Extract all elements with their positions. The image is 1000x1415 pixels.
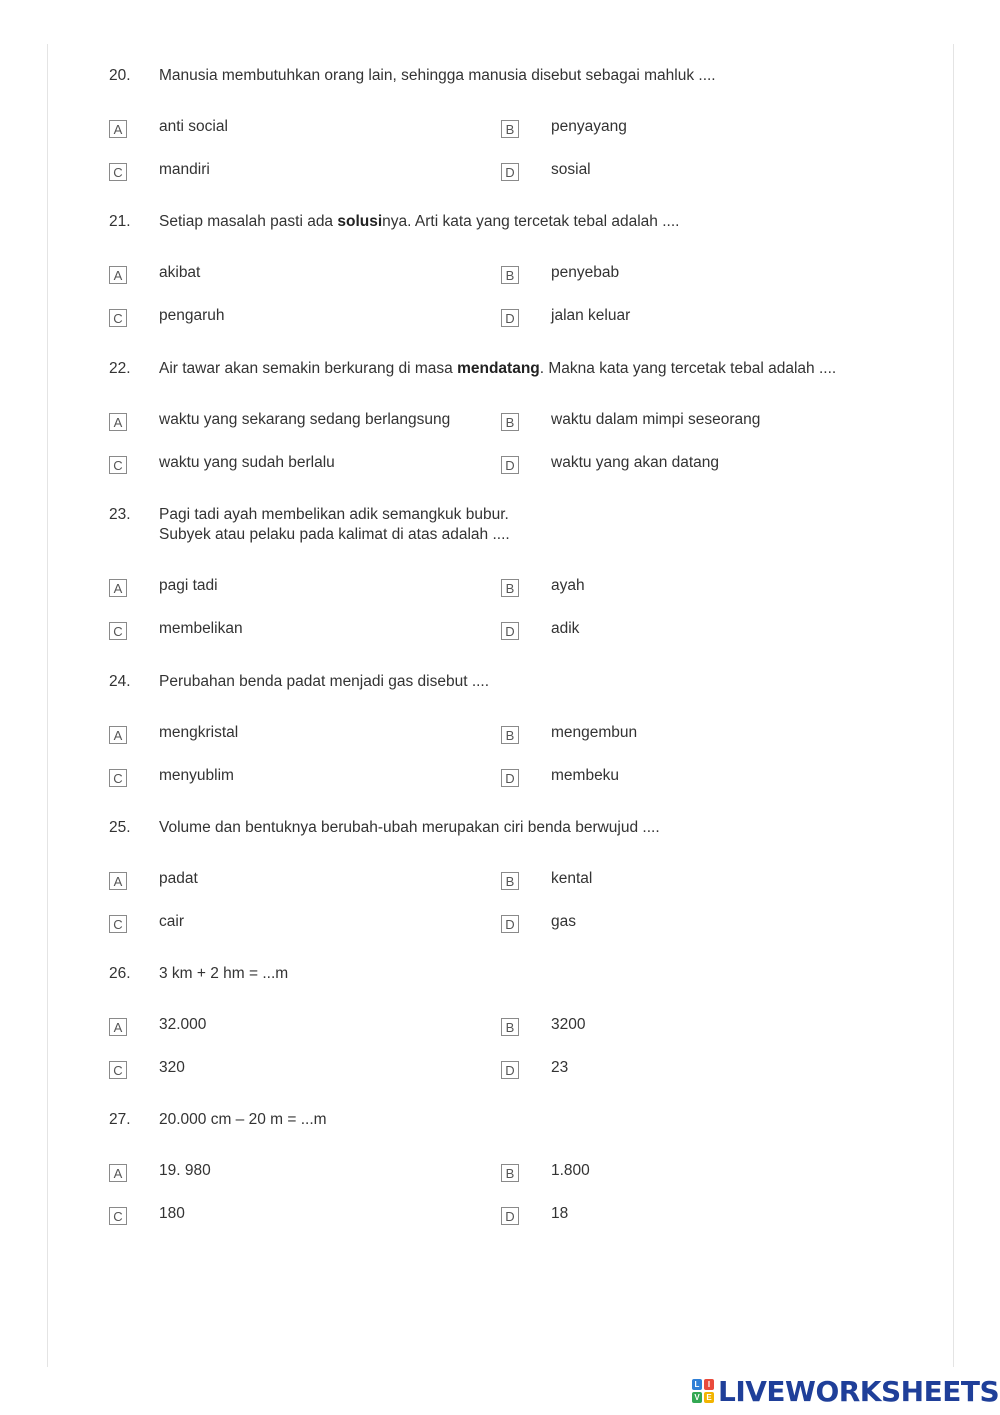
option-letter-box[interactable]: D xyxy=(501,1207,519,1225)
question-number: 27. xyxy=(109,1111,131,1128)
option-text: 32.000 xyxy=(159,1016,207,1033)
option-text: 320 xyxy=(159,1059,185,1076)
option-text: waktu yang sudah berlalu xyxy=(159,454,335,471)
option-letter-box[interactable]: C xyxy=(109,915,127,933)
question-stem xyxy=(109,1110,909,1130)
question-24 xyxy=(109,672,909,692)
question-text xyxy=(159,505,909,545)
option-d[interactable] xyxy=(501,306,631,326)
option-text: penyebab xyxy=(551,264,620,281)
option-b[interactable] xyxy=(501,1015,586,1035)
logo-mark-tile: V xyxy=(692,1392,702,1403)
option-letter-box[interactable]: B xyxy=(501,1018,519,1036)
option-letter-box[interactable]: A xyxy=(109,726,127,744)
option-text: membelikan xyxy=(159,620,243,637)
option-a[interactable] xyxy=(109,410,451,430)
option-text: anti social xyxy=(159,118,228,135)
question-text xyxy=(159,359,909,379)
option-a[interactable] xyxy=(109,869,198,889)
question-text xyxy=(159,212,909,232)
option-text: sosial xyxy=(551,161,591,178)
bold-keyword: mendatang xyxy=(457,360,540,377)
option-text: mandiri xyxy=(159,161,210,178)
question-number: 25. xyxy=(109,819,131,836)
option-letter-box[interactable]: B xyxy=(501,266,519,284)
option-letter-box[interactable]: B xyxy=(501,872,519,890)
liveworksheets-logo xyxy=(692,1376,999,1406)
question-text-part: nya. Arti kata yang tercetak tebal adalah .... xyxy=(382,213,680,230)
option-letter-box[interactable]: D xyxy=(501,456,519,474)
option-c[interactable] xyxy=(109,306,225,326)
option-d[interactable] xyxy=(501,160,591,180)
option-letter-box[interactable]: A xyxy=(109,1018,127,1036)
option-letter-box[interactable]: B xyxy=(501,120,519,138)
option-letter-box[interactable]: B xyxy=(501,726,519,744)
option-text: waktu yang akan datang xyxy=(551,454,720,471)
option-text: 23 xyxy=(551,1059,569,1076)
option-text: adik xyxy=(551,620,580,637)
question-text-part: Perubahan benda padat menjadi gas disebut .... xyxy=(159,673,490,690)
option-text: mengembun xyxy=(551,724,638,741)
option-letter-box[interactable]: A xyxy=(109,579,127,597)
question-stem xyxy=(109,505,909,545)
question-stem xyxy=(109,818,909,838)
option-b[interactable] xyxy=(501,117,627,137)
option-text: pengaruh xyxy=(159,307,225,324)
question-number: 22. xyxy=(109,360,131,377)
question-21 xyxy=(109,212,909,232)
logo-wordmark: LIVEWORKSHEETS xyxy=(718,1374,1000,1408)
question-text-part: Setiap masalah pasti ada xyxy=(159,213,338,230)
option-d[interactable] xyxy=(501,912,576,932)
option-text: menyublim xyxy=(159,767,234,784)
option-letter-box[interactable]: A xyxy=(109,266,127,284)
question-23 xyxy=(109,505,909,545)
option-letter-box[interactable]: B xyxy=(501,1164,519,1182)
question-stem xyxy=(109,212,909,232)
question-text-part: 20.000 cm – 20 m = ...m xyxy=(159,1111,327,1128)
option-d[interactable] xyxy=(501,1204,569,1224)
option-letter-box[interactable]: A xyxy=(109,872,127,890)
question-text xyxy=(159,964,909,984)
option-c[interactable] xyxy=(109,1058,185,1078)
question-stem xyxy=(109,66,909,86)
option-letter-box[interactable]: A xyxy=(109,1164,127,1182)
question-25 xyxy=(109,818,909,838)
option-letter-box[interactable]: A xyxy=(109,120,127,138)
option-c[interactable] xyxy=(109,160,210,180)
option-a[interactable] xyxy=(109,723,239,743)
option-text: cair xyxy=(159,913,184,930)
option-text: waktu yang sekarang sedang berlangsung xyxy=(159,411,451,428)
question-stem xyxy=(109,672,909,692)
question-text xyxy=(159,818,909,838)
option-text: mengkristal xyxy=(159,724,239,741)
option-d[interactable] xyxy=(501,766,620,786)
question-text-part: Manusia membutuhkan orang lain, sehingga manusia disebut sebagai mahluk .... xyxy=(159,67,716,84)
option-letter-box[interactable]: C xyxy=(109,769,127,787)
question-text-part: . Makna kata yang tercetak tebal adalah .... xyxy=(539,360,837,377)
option-text: padat xyxy=(159,870,198,887)
question-text-part: Subyek atau pelaku pada kalimat di atas adalah .... xyxy=(159,526,510,543)
option-letter-box[interactable]: C xyxy=(109,1207,127,1225)
option-letter-box[interactable]: C xyxy=(109,622,127,640)
option-text: 1.800 xyxy=(551,1162,590,1179)
question-stem xyxy=(109,359,909,379)
option-a[interactable] xyxy=(109,1015,207,1035)
question-number: 26. xyxy=(109,965,131,982)
question-text-part: Volume dan bentuknya berubah-ubah merupakan ciri benda berwujud .... xyxy=(159,819,660,836)
liveworksheets-logo-icon xyxy=(692,1379,714,1403)
option-b[interactable] xyxy=(501,263,620,283)
question-number: 21. xyxy=(109,213,131,230)
option-text: kental xyxy=(551,870,593,887)
option-a[interactable] xyxy=(109,1161,211,1181)
question-text xyxy=(159,66,909,86)
option-letter-box[interactable]: D xyxy=(501,309,519,327)
option-b[interactable] xyxy=(501,410,761,430)
option-a[interactable] xyxy=(109,576,218,596)
option-letter-box[interactable]: D xyxy=(501,1061,519,1079)
question-stem xyxy=(109,964,909,984)
question-22 xyxy=(109,359,909,379)
option-text: gas xyxy=(551,913,576,930)
question-text xyxy=(159,1110,909,1130)
option-c[interactable] xyxy=(109,766,234,786)
option-d[interactable] xyxy=(501,1058,569,1078)
option-text: akibat xyxy=(159,264,201,281)
option-text: 19. 980 xyxy=(159,1162,211,1179)
option-text: membeku xyxy=(551,767,620,784)
question-text-part: 3 km + 2 hm = ...m xyxy=(159,965,289,982)
question-text xyxy=(159,672,909,692)
option-d[interactable] xyxy=(501,619,580,639)
logo-mark-tile: I xyxy=(704,1379,714,1390)
question-text-part: Pagi tadi ayah membelikan adik semangkuk bubur. xyxy=(159,506,509,523)
logo-mark-tile: E xyxy=(704,1392,714,1403)
option-b[interactable] xyxy=(501,869,593,889)
option-letter-box[interactable]: C xyxy=(109,163,127,181)
question-26 xyxy=(109,964,909,984)
option-text: waktu dalam mimpi seseorang xyxy=(551,411,761,428)
question-text-part: Air tawar akan semakin berkurang di masa xyxy=(159,360,458,377)
logo-mark-tile: L xyxy=(692,1379,702,1390)
option-letter-box[interactable]: B xyxy=(501,413,519,431)
option-letter-box[interactable]: D xyxy=(501,622,519,640)
option-letter-box[interactable]: D xyxy=(501,915,519,933)
question-27 xyxy=(109,1110,909,1130)
option-b[interactable] xyxy=(501,723,638,743)
option-text: penyayang xyxy=(551,118,627,135)
option-text: pagi tadi xyxy=(159,577,218,594)
option-letter-box[interactable]: C xyxy=(109,309,127,327)
option-letter-box[interactable]: A xyxy=(109,413,127,431)
option-letter-box[interactable]: B xyxy=(501,579,519,597)
option-text: ayah xyxy=(551,577,585,594)
option-letter-box[interactable]: C xyxy=(109,456,127,474)
question-number: 24. xyxy=(109,673,131,690)
question-number: 20. xyxy=(109,67,131,84)
option-text: 3200 xyxy=(551,1016,586,1033)
option-c[interactable] xyxy=(109,619,243,639)
option-text: jalan keluar xyxy=(551,307,631,324)
option-letter-box[interactable]: C xyxy=(109,1061,127,1079)
option-b[interactable] xyxy=(501,576,585,596)
option-text: 180 xyxy=(159,1205,185,1222)
option-c[interactable] xyxy=(109,912,184,932)
question-number: 23. xyxy=(109,506,131,523)
option-a[interactable] xyxy=(109,263,201,283)
question-20 xyxy=(109,66,909,86)
bold-keyword: solusi xyxy=(337,213,383,230)
option-letter-box[interactable]: D xyxy=(501,163,519,181)
option-c[interactable] xyxy=(109,1204,185,1224)
option-text: 18 xyxy=(551,1205,569,1222)
option-letter-box[interactable]: D xyxy=(501,769,519,787)
option-d[interactable] xyxy=(501,453,720,473)
option-a[interactable] xyxy=(109,117,228,137)
option-c[interactable] xyxy=(109,453,335,473)
option-b[interactable] xyxy=(501,1161,590,1181)
